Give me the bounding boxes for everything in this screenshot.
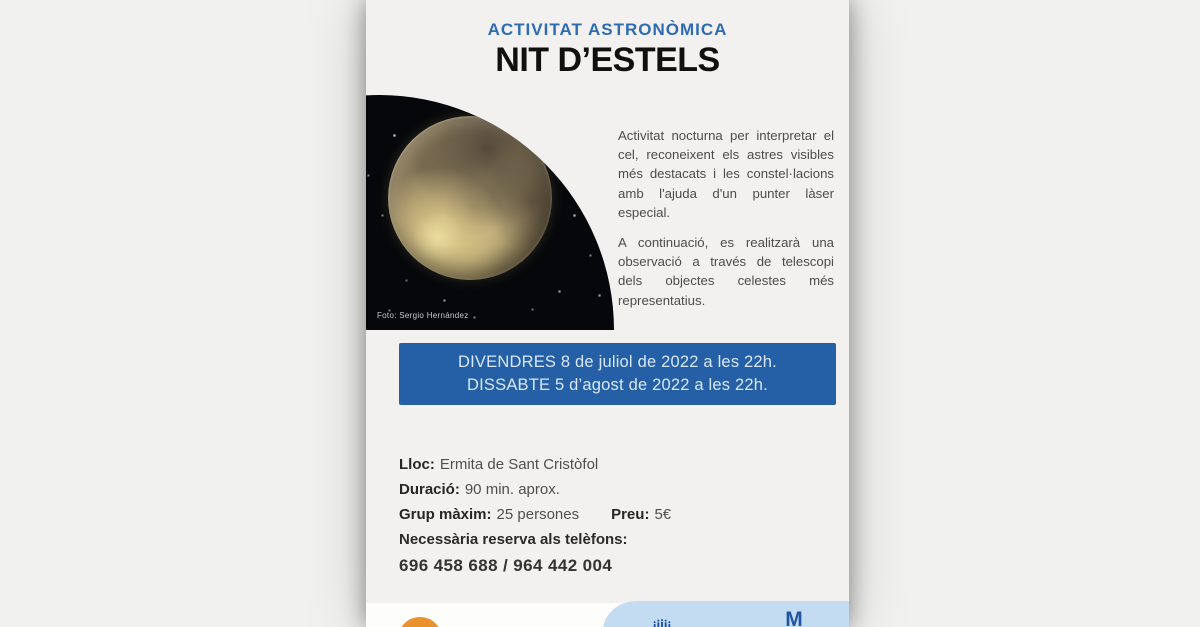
date-line-2: DISSABTE 5 d’agost de 2022 a les 22h.	[467, 376, 768, 394]
location-value: Ermita de Sant Cristòfol	[439, 456, 599, 473]
reservation-note: Necessària reserva als telèfons:	[399, 531, 628, 548]
poster-kicker: ACTIVITAT ASTRONÒMICA	[487, 20, 728, 39]
price-label: Preu:	[611, 506, 650, 523]
duration-label: Duració:	[399, 481, 460, 498]
crown-icon	[651, 618, 673, 627]
description-paragraph-1: Activitat nocturna per interpretar el cel, reconeixent els astres visibles més destacats i les constel·lacions amb l'ajuda d'un punter làser especial.	[618, 128, 834, 220]
description-paragraph-2: A continuació, es realitzarà una observació a través de telescopi dels objectes celestes més representatius.	[618, 235, 834, 308]
photo-credit: Foto: Sergio Hernández	[377, 311, 469, 320]
detail-row-duration	[399, 481, 819, 506]
orange-logo-circle	[398, 617, 442, 627]
moon-photo	[366, 95, 614, 330]
price-value: 5€	[654, 506, 672, 523]
location-label: Lloc:	[399, 456, 435, 473]
date-line-1: DIVENDRES 8 de juliol de 2022 a les 22h.	[458, 353, 777, 371]
detail-row-location	[399, 456, 819, 481]
footer-blue-panel	[603, 601, 849, 627]
poster-title: NIT D’ESTELS	[495, 41, 720, 79]
group-value: 25 persones	[496, 506, 580, 523]
group-label: Grup màxim:	[399, 506, 492, 523]
dates-banner	[399, 343, 836, 405]
phone-numbers: 696 458 688 / 964 442 004	[399, 556, 613, 575]
details-block	[399, 456, 819, 581]
duration-value: 90 min. aprox.	[464, 481, 560, 498]
footer-letter-m: M	[785, 608, 803, 627]
detail-row-group-price	[399, 506, 819, 531]
description-block	[618, 126, 834, 310]
full-moon-image	[388, 116, 552, 280]
event-poster	[366, 0, 849, 627]
